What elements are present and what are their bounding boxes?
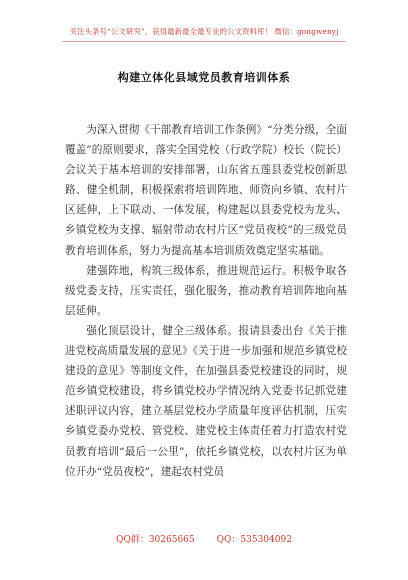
footer-qq-group: QQ群：30265665 <box>116 535 195 545</box>
footer-qq: QQ：535304092 <box>216 535 292 545</box>
paragraph-2: 建强阵地，构筑三级体系，推进规范运行。积极争取各级党委支持，压实责任，强化服务，推动教育培训阵地向基层延伸。 <box>65 264 347 317</box>
paragraph-3: 强化顶层设计，健全三级体系。报请县委出台《关于推进党校高质量发展的意见》《关于进一步加强和规范乡镇党校建设的意见》等制度文件，在加强县委党校建设的同时，规范乡镇党校建设，将乡镇党校办学情况纳入党委书记抓党建述职评议内容，建立基层党校办学质量年度评估机制，压实乡镇党委办党校、管党校、建党校主体责任着力打造农村党员教育培训“最后一公里”，依托乡镇党校，以农村片区为单位开办“党员夜校”，建起农村党员 <box>65 324 347 478</box>
footer-contact <box>0 532 408 545</box>
paragraph-1: 为深入贯彻《干部教育培训工作条例》“分类分级，全面覆盖”的原则要求，落实全国党校（行政学院）校长（院长）会议关于基本培训的安排部署，山东省五莲县委党校创新思路、健全机制，积极探索将培训阵地、师资向乡镇、农村片区延伸，上下联动、一体发展，构建起以县委党校为龙头、乡镇党校为支撑、辐射带动农村片区“党员夜校”的三级党员教育培训体系，努力为提高基本培训质效奠定坚实基础。 <box>65 124 347 257</box>
header-banner: 关注头条号“公文研究”，获得最新最全最专业的公文资料库！ 微信：gongwenyj <box>69 27 339 36</box>
document-body <box>65 120 347 482</box>
document-title: 构建立体化县域党员教育培训体系 <box>117 71 291 84</box>
header-divider <box>62 41 346 42</box>
